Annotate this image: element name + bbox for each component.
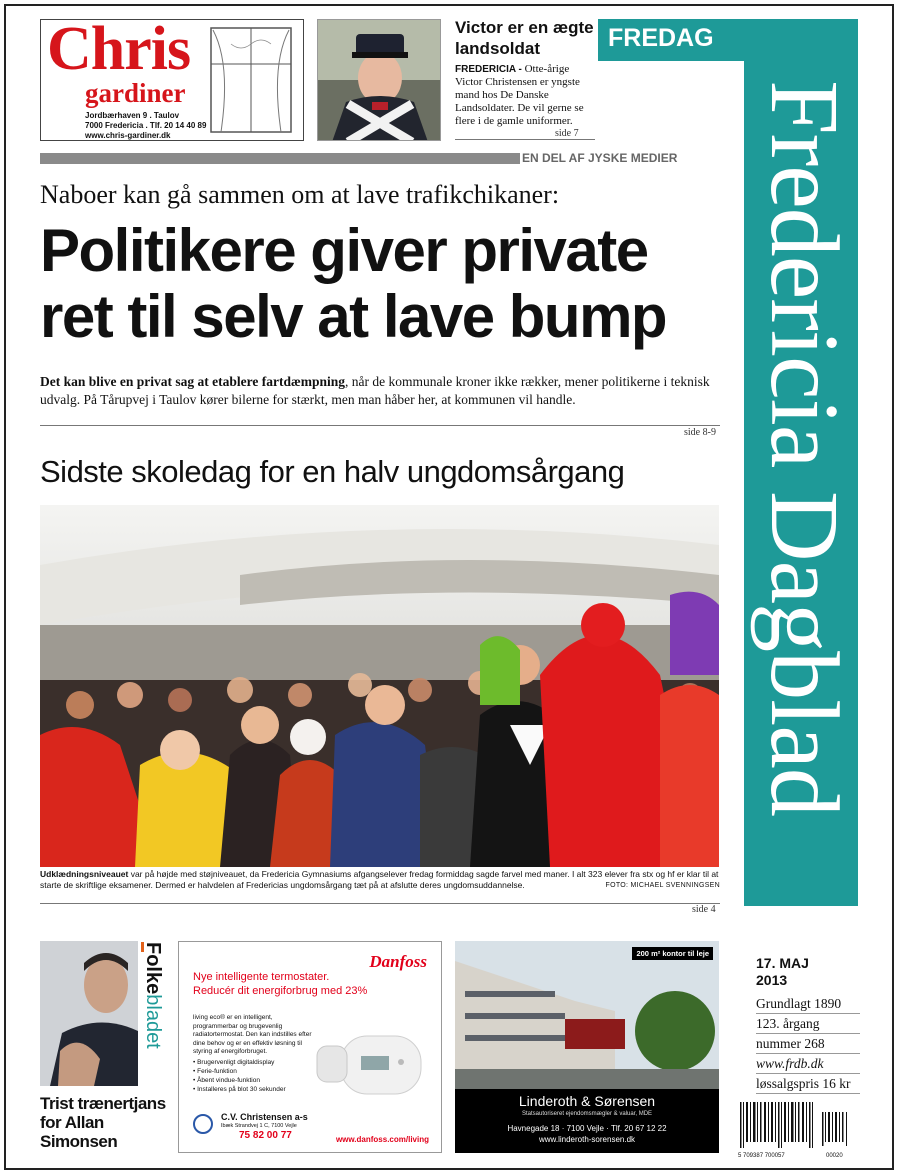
photo-credit: FOTO: MICHAEL SVENNINGSEN xyxy=(605,882,720,889)
issue-info xyxy=(756,994,860,1094)
folkebladet-headline[interactable]: Trist trænertjans for Allan Simonsen xyxy=(40,1094,166,1151)
group-bar xyxy=(40,153,520,164)
folkebladet-logo xyxy=(140,942,166,1092)
linderoth-url[interactable]: www.linderoth-sorensen.dk xyxy=(538,1135,636,1144)
window-illustration xyxy=(201,24,301,136)
danfoss-feature: • Ferie-funktion xyxy=(193,1067,323,1076)
teaser-text: Otte-årige Victor Christensen er yngste mand hos De Danske Landsoldater. De vil gerne se flere i de gamle uniformer. xyxy=(455,63,584,127)
dealer-phone: 75 82 00 77 xyxy=(239,1130,292,1141)
danfoss-url[interactable]: www.danfoss.com/living xyxy=(335,1135,429,1144)
linderoth-name: Linderoth & Sørensen xyxy=(518,1093,656,1109)
teaser-kicker: FREDERICIA - xyxy=(455,64,522,75)
ad-address: Jordbærhaven 9 . Taulov xyxy=(85,111,180,120)
teaser-page-ref[interactable]: side 7 xyxy=(555,128,579,139)
barcode xyxy=(736,1100,856,1160)
teaser-body xyxy=(455,63,595,128)
issue-volume: 123. årgang xyxy=(756,1014,860,1034)
danfoss-feature: • Brugervenligt digitaldisplay xyxy=(193,1058,323,1067)
issue-url[interactable]: www.frdb.dk xyxy=(756,1054,860,1074)
ad-danfoss[interactable] xyxy=(178,941,442,1153)
ad-url[interactable]: www.chris-gardiner.dk xyxy=(85,131,171,140)
ad-address-block xyxy=(85,111,206,141)
lead-headline[interactable]: Politikere giver private ret til selv at lave bump xyxy=(40,217,667,350)
lead-lede-text: , når de kommunale kroner ikke rækker, mener politikerne i teknisk udvalg. På Tårupvej i Taulov kører bilerne for stærkt, men man håber her, at kommunen vil handle. xyxy=(40,374,710,407)
danfoss-feature: • Åbent vindue-funktion xyxy=(193,1076,323,1085)
linderoth-photo xyxy=(455,941,719,1089)
photo-rule xyxy=(40,903,720,904)
barcode-number: 5 709387 700057 xyxy=(738,1153,785,1159)
dealer-address: Ibæk Strandvej 1 C, 7100 Vejle xyxy=(221,1123,297,1129)
ad-linderoth[interactable] xyxy=(455,941,719,1153)
dealer-name: C.V. Christensen a-s xyxy=(221,1112,308,1122)
danfoss-body: living eco® er en intelligent, programmerbar og brugevenlig radiatortermostat. Den kan indstilles efter dine behov og er en effektiv løsning til styring af energiforbruget. xyxy=(193,1014,312,1055)
issue-number: nummer 268 xyxy=(756,1034,860,1054)
linderoth-address: Havnegade 18 · 7100 Vejle · Tlf. 20 67 12 22 xyxy=(507,1124,667,1133)
danfoss-headline xyxy=(193,970,433,998)
thermostat-image xyxy=(311,1022,423,1108)
linderoth-subtitle: Statsautoriseret ejendomsmægler & valuar, MDE xyxy=(521,1111,653,1117)
issue-date-day: 17. MAJ xyxy=(756,955,809,971)
teaser-headline[interactable]: Victor er en ægte landsoldat xyxy=(455,18,594,58)
ad-brand-gardiner: gardiner xyxy=(85,78,186,108)
masthead-title: Fredericia Dagblad xyxy=(750,80,858,816)
danfoss-features xyxy=(193,1058,323,1094)
issue-date xyxy=(756,955,866,989)
teaser-photo[interactable] xyxy=(317,19,441,141)
danfoss-logo: Danfoss xyxy=(369,952,427,971)
ad-city-phone: 7000 Fredericia . Tlf. 20 14 40 89 xyxy=(85,121,207,130)
main-photo-art xyxy=(40,505,719,867)
soldier-photo-art xyxy=(318,20,441,141)
barcode-addon: 00020 xyxy=(826,1153,843,1159)
ad-chris-gardiner[interactable] xyxy=(40,19,304,141)
lead-page-ref[interactable]: side 8-9 xyxy=(684,427,716,438)
caption-bold: Udklædningsniveauet xyxy=(40,869,129,879)
main-photo[interactable] xyxy=(40,505,719,867)
issue-date-year: 2013 xyxy=(756,972,788,988)
group-line: EN DEL AF JYSKE MEDIER xyxy=(522,151,678,165)
dealer-logo-icon xyxy=(193,1114,213,1134)
caption-text: var på højde med støjniveauet, da Fredericia Gymnasiums afgangselever fredag formiddag sagde farvel med maner. I alt 323 elever fra stx og hf er klar til at starte de skriftlige eksamener. Dermed er halvdelen af Fredericias ungdomsårgang tæt på at afslutte deres ungdomsuddannelse. xyxy=(40,869,719,890)
folkebladet-photo[interactable] xyxy=(40,941,138,1086)
lead-rule xyxy=(40,425,720,426)
teaser-rule xyxy=(455,139,595,140)
issue-price: løssalgspris 16 kr xyxy=(756,1074,860,1094)
lead-lede xyxy=(40,373,730,409)
danfoss-feature: • Installeres på blot 30 sekunder xyxy=(193,1085,323,1094)
folkebladet-logo-bold: Folke xyxy=(142,942,164,995)
linderoth-badge: 200 m² kontor til leje xyxy=(632,947,713,960)
danfoss-headline-2: Reducér dit energiforbrug med 23% xyxy=(193,985,368,997)
ad-brand-chris: Chris xyxy=(47,19,191,83)
folkebladet-logo-thin: bladet xyxy=(142,994,164,1049)
linderoth-building-art xyxy=(455,941,719,1089)
danfoss-headline-1: Nye intelligente termostater. xyxy=(193,971,330,983)
photo-caption xyxy=(40,869,720,891)
masthead-day: FREDAG xyxy=(598,19,744,61)
folkebladet-photo-art xyxy=(40,941,138,1086)
photo-story-headline[interactable]: Sidste skoledag for en halv ungdomsårgang xyxy=(40,454,625,489)
issue-founded: Grundlagt 1890 xyxy=(756,994,860,1014)
lead-kicker: Naboer kan gå sammen om at lave trafikchikaner: xyxy=(40,180,560,209)
lead-lede-bold: Det kan blive en privat sag at etablere fartdæmpning xyxy=(40,374,345,389)
photo-page-ref[interactable]: side 4 xyxy=(692,904,716,915)
